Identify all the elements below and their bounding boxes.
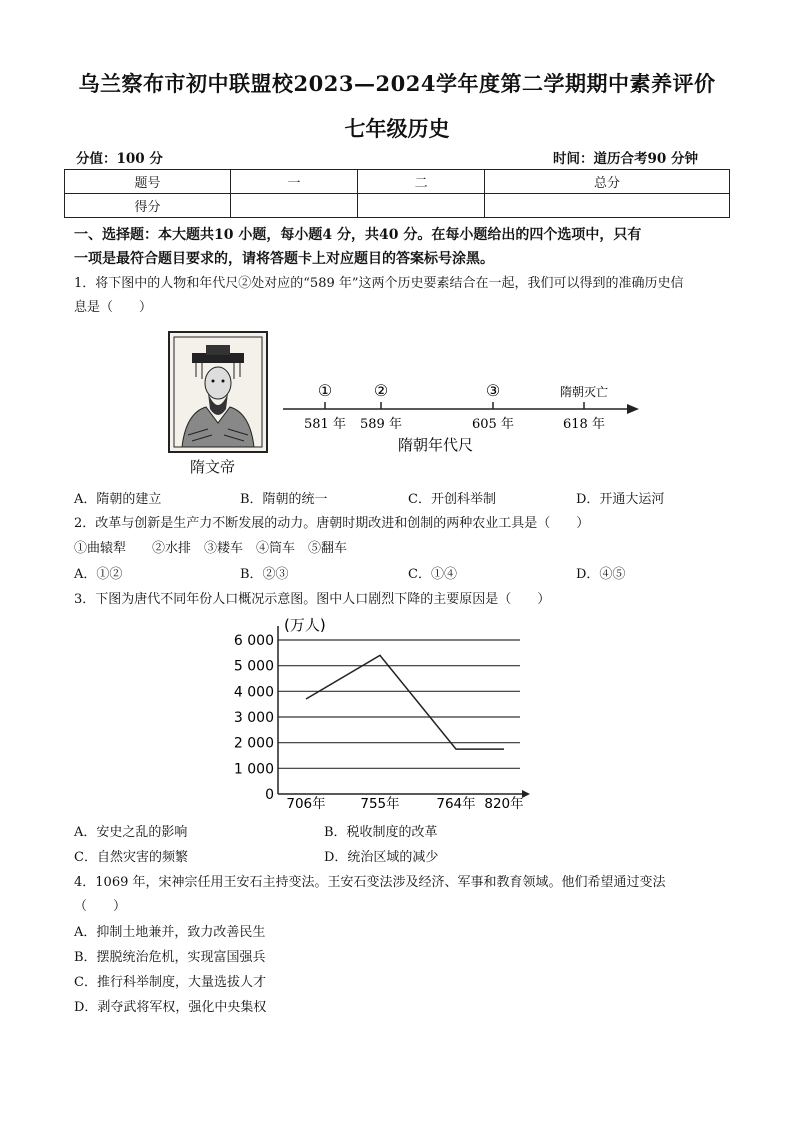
y-axis-unit-label: (万人) <box>284 616 326 634</box>
question-4-stem <box>74 871 729 919</box>
x-tick-label: 706年 <box>286 796 326 812</box>
option-a[interactable]: A．抑制土地兼并，致力改善民生 <box>74 925 266 940</box>
option-d[interactable]: D．剥夺武将军权，强化中央集权 <box>74 1000 267 1015</box>
option-d[interactable]: D．统治区域的减少 <box>324 850 439 865</box>
timeline-tick-label: 581 年 <box>304 417 346 432</box>
table-cell: 题号 <box>65 170 231 194</box>
timeline-marker-label: 隋朝灭亡 <box>559 385 609 399</box>
question-2-stem: 2．改革与创新是生产力不断发展的动力。唐朝时期改进和创制的两种农业工具是（ ） <box>74 516 590 531</box>
population-series-line <box>306 655 504 749</box>
option-c[interactable]: C．推行科举制度，大量选拔人才 <box>74 975 266 990</box>
option-c[interactable]: C．开创科举制 <box>408 492 496 507</box>
emperor-portrait-icon <box>168 331 268 453</box>
option-d[interactable]: D．开通大运河 <box>576 492 665 507</box>
option-c[interactable]: C．自然灾害的频繁 <box>74 850 188 865</box>
table-row <box>65 194 730 218</box>
question-3-stem: 3．下图为唐代不同年份人口概况示意图。图中人口剧烈下降的主要原因是（ ） <box>74 592 551 607</box>
y-tick-label: 4 000 <box>233 684 274 701</box>
section-heading-line: 一、选择题：本大题共10 小题，每小题4 分，共40 分。在每小题给出的四个选项中，只有 <box>74 227 642 243</box>
score-input-cell[interactable] <box>358 194 485 218</box>
option-b[interactable]: B．②③ <box>240 567 289 582</box>
timeline-arrow-icon <box>627 404 639 414</box>
option-a[interactable]: A．①② <box>74 567 123 582</box>
option-c[interactable]: C．①④ <box>408 567 457 582</box>
score-table <box>64 169 730 218</box>
table-cell: 一 <box>231 170 358 194</box>
question-text: （ ） <box>74 899 127 914</box>
score-input-cell[interactable] <box>231 194 358 218</box>
timeline-tick-label: 605 年 <box>472 417 514 432</box>
y-tick-label: 0 <box>265 787 274 803</box>
y-tick-label: 1 000 <box>233 761 274 778</box>
question-1-stem <box>74 272 729 320</box>
section-heading <box>74 223 729 271</box>
time-label: 时间：道历合考90 分钟 <box>553 151 698 167</box>
timeline-marker-label: ① <box>317 381 333 400</box>
x-tick-label: 764年 <box>436 796 476 812</box>
table-cell: 二 <box>358 170 485 194</box>
question-2-items: ①曲辕犁 ②水排 ③耧车 ④筒车 ⑤翻车 <box>74 541 348 556</box>
option-b[interactable]: B．税收制度的改革 <box>324 825 438 840</box>
x-tick-label: 755年 <box>360 796 400 812</box>
question-text: 4．1069 年，宋神宗任用王安石主持变法。王安石变法涉及经济、军事和教育领域。他们希望通过变法 <box>74 875 666 890</box>
timeline-tick-label: 618 年 <box>563 417 605 432</box>
table-row <box>65 170 730 194</box>
y-tick-label: 2 000 <box>233 735 274 752</box>
table-cell: 得分 <box>65 194 231 218</box>
timeline-marker-label: ③ <box>485 381 501 400</box>
option-d[interactable]: D．④⑤ <box>576 567 626 582</box>
score-input-cell[interactable] <box>485 194 730 218</box>
emperor-portrait <box>168 331 268 457</box>
option-a[interactable]: A．安史之乱的影响 <box>74 825 188 840</box>
x-tick-label: 820年 <box>484 796 524 812</box>
y-tick-label: 5 000 <box>233 658 274 675</box>
timeline-marker-label: ② <box>373 381 389 400</box>
score-total-label: 分值：100 分 <box>76 151 163 167</box>
timeline-chart <box>275 360 645 460</box>
timeline-title: 隋朝年代尺 <box>398 436 474 454</box>
question-text: 1．将下图中的人物和年代尺②处对应的“589 年”这两个历史要素结合在一起，我们可以得到的准确历史信 <box>74 276 684 291</box>
portrait-caption: 隋文帝 <box>190 458 236 476</box>
section-heading-line: 一项是最符合题目要求的，请将答题卡上对应题目的答案标号涂黑。 <box>74 251 494 267</box>
exam-title: 乌兰察布市初中联盟校2023—2024学年度第二学期期中素养评价 <box>78 71 716 96</box>
option-b[interactable]: B．隋朝的统一 <box>240 492 328 507</box>
table-cell: 总分 <box>485 170 730 194</box>
option-b[interactable]: B．摆脱统治危机，实现富国强兵 <box>74 950 266 965</box>
y-tick-label: 6 000 <box>233 633 274 649</box>
y-tick-label: 3 000 <box>233 710 274 726</box>
question-text: 息是（ ） <box>74 300 153 315</box>
option-a[interactable]: A．隋朝的建立 <box>74 492 162 507</box>
timeline-tick-label: 589 年 <box>360 417 402 432</box>
exam-subtitle: 七年级历史 <box>344 116 450 141</box>
population-chart <box>230 610 540 815</box>
